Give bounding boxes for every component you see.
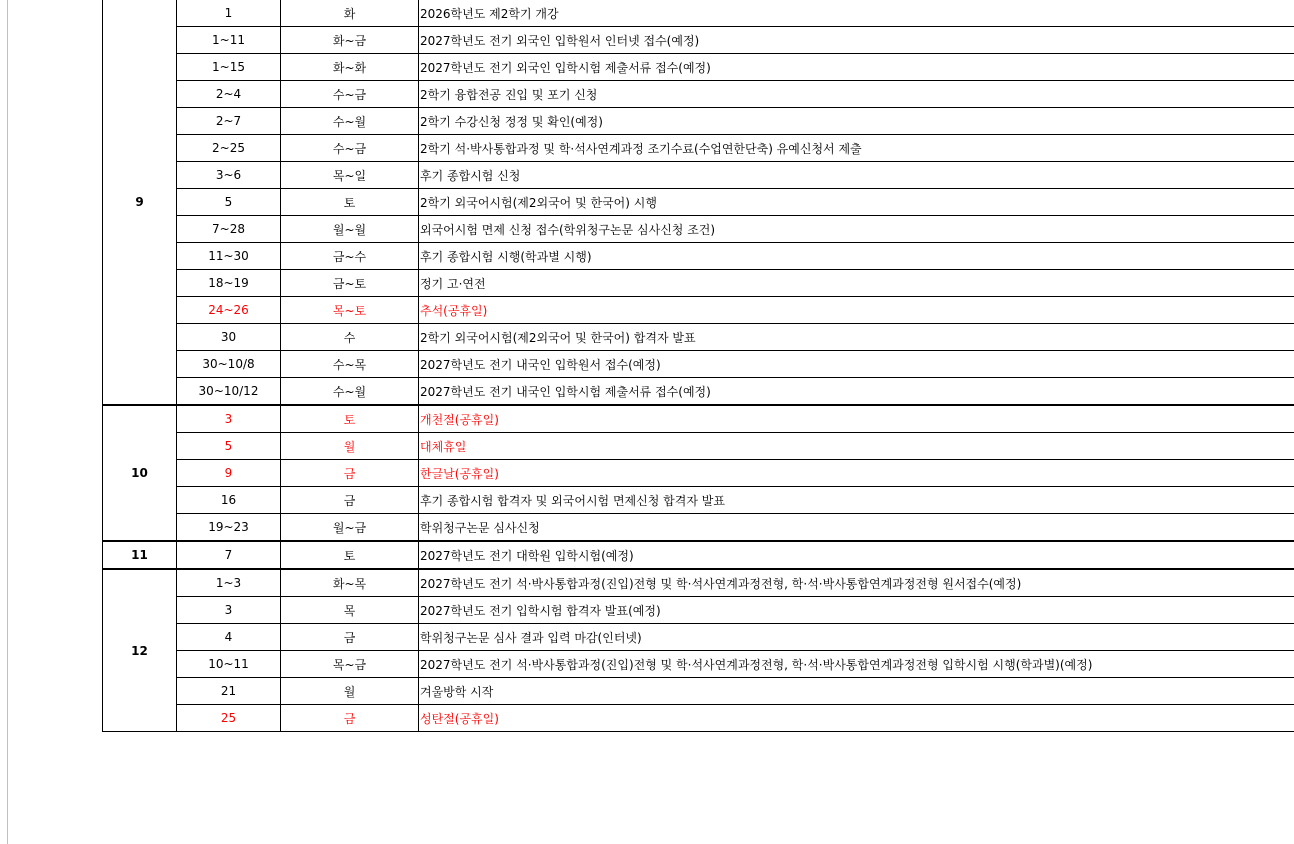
weekday-cell: 금~토 — [281, 270, 419, 297]
month-cell: 11 — [103, 541, 177, 569]
date-cell: 5 — [177, 433, 281, 460]
event-cell: 외국어시험 면제 신청 접수(학위청구논문 심사신청 조건) — [419, 216, 1294, 243]
month-cell: 12 — [103, 569, 177, 732]
weekday-cell: 목~금 — [281, 651, 419, 678]
date-cell: 19~23 — [177, 514, 281, 542]
date-cell: 1~15 — [177, 54, 281, 81]
event-cell: 2027학년도 전기 석·박사통합과정(진입)전형 및 학·석사연계과정전형, 학·석·박사통합연계과정전형 입학시험 시행(학과별)(예정) — [419, 651, 1294, 678]
calendar-row — [103, 216, 1294, 243]
date-cell: 2~4 — [177, 81, 281, 108]
calendar-row — [103, 27, 1294, 54]
event-cell: 2027학년도 전기 대학원 입학시험(예정) — [419, 541, 1294, 569]
weekday-cell: 목 — [281, 597, 419, 624]
calendar-row — [103, 81, 1294, 108]
date-cell: 30~10/8 — [177, 351, 281, 378]
event-cell: 2학기 외국어시험(제2외국어 및 한국어) 시행 — [419, 189, 1294, 216]
calendar-row — [103, 705, 1294, 732]
weekday-cell: 금 — [281, 487, 419, 514]
date-cell: 4 — [177, 624, 281, 651]
event-cell: 2027학년도 전기 입학시험 합격자 발표(예정) — [419, 597, 1294, 624]
event-cell: 성탄절(공휴일) — [419, 705, 1294, 732]
event-cell: 학위청구논문 심사신청 — [419, 514, 1294, 542]
event-cell: 2026학년도 제2학기 개강 — [419, 0, 1294, 27]
calendar-row — [103, 597, 1294, 624]
weekday-cell: 수~목 — [281, 351, 419, 378]
date-cell: 3 — [177, 597, 281, 624]
event-cell: 후기 종합시험 시행(학과별 시행) — [419, 243, 1294, 270]
date-cell: 1~11 — [177, 27, 281, 54]
weekday-cell: 화~금 — [281, 27, 419, 54]
weekday-cell: 월 — [281, 433, 419, 460]
weekday-cell: 금 — [281, 705, 419, 732]
weekday-cell: 수~금 — [281, 135, 419, 162]
weekday-cell: 금 — [281, 624, 419, 651]
weekday-cell: 금~수 — [281, 243, 419, 270]
event-cell: 2027학년도 전기 석·박사통합과정(진입)전형 및 학·석사연계과정전형, 학·석·박사통합연계과정전형 원서접수(예정) — [419, 569, 1294, 597]
weekday-cell: 수 — [281, 324, 419, 351]
calendar-row — [103, 243, 1294, 270]
calendar-row — [103, 270, 1294, 297]
calendar-row — [103, 651, 1294, 678]
date-cell: 24~26 — [177, 297, 281, 324]
event-cell: 개천절(공휴일) — [419, 405, 1294, 433]
date-cell: 7 — [177, 541, 281, 569]
calendar-row — [103, 405, 1294, 433]
date-cell: 1 — [177, 0, 281, 27]
calendar-row — [103, 624, 1294, 651]
weekday-cell: 수~월 — [281, 108, 419, 135]
calendar-row — [103, 514, 1294, 542]
calendar-row — [103, 678, 1294, 705]
date-cell: 11~30 — [177, 243, 281, 270]
weekday-cell: 토 — [281, 541, 419, 569]
calendar-row — [103, 487, 1294, 514]
calendar-row — [103, 297, 1294, 324]
event-cell: 추석(공휴일) — [419, 297, 1294, 324]
calendar-row — [103, 378, 1294, 406]
event-cell: 2027학년도 전기 외국인 입학원서 인터넷 접수(예정) — [419, 27, 1294, 54]
calendar-row — [103, 0, 1294, 27]
event-cell: 2학기 수강신청 정정 및 확인(예정) — [419, 108, 1294, 135]
weekday-cell: 화 — [281, 0, 419, 27]
calendar-row — [103, 189, 1294, 216]
event-cell: 학위청구논문 심사 결과 입력 마감(인터넷) — [419, 624, 1294, 651]
calendar-row — [103, 460, 1294, 487]
weekday-cell: 수~금 — [281, 81, 419, 108]
calendar-row — [103, 162, 1294, 189]
date-cell: 2~7 — [177, 108, 281, 135]
date-cell: 10~11 — [177, 651, 281, 678]
event-cell: 2학기 석·박사통합과정 및 학·석사연계과정 조기수료(수업연한단축) 유예신청서 제출 — [419, 135, 1294, 162]
weekday-cell: 월~금 — [281, 514, 419, 542]
date-cell: 9 — [177, 460, 281, 487]
event-cell: 한글날(공휴일) — [419, 460, 1294, 487]
event-cell: 2학기 외국어시험(제2외국어 및 한국어) 합격자 발표 — [419, 324, 1294, 351]
weekday-cell: 목~토 — [281, 297, 419, 324]
date-cell: 30~10/12 — [177, 378, 281, 406]
calendar-row — [103, 541, 1294, 569]
weekday-cell: 월~월 — [281, 216, 419, 243]
calendar-row — [103, 108, 1294, 135]
date-cell: 30 — [177, 324, 281, 351]
event-cell: 대체휴일 — [419, 433, 1294, 460]
calendar-row — [103, 433, 1294, 460]
event-cell: 2학기 융합전공 진입 및 포기 신청 — [419, 81, 1294, 108]
weekday-cell: 토 — [281, 405, 419, 433]
month-cell: 10 — [103, 405, 177, 541]
weekday-cell: 월 — [281, 678, 419, 705]
date-cell: 7~28 — [177, 216, 281, 243]
academic-calendar-table — [102, 0, 1294, 732]
event-cell: 겨울방학 시작 — [419, 678, 1294, 705]
calendar-row — [103, 135, 1294, 162]
date-cell: 25 — [177, 705, 281, 732]
date-cell: 18~19 — [177, 270, 281, 297]
weekday-cell: 금 — [281, 460, 419, 487]
date-cell: 1~3 — [177, 569, 281, 597]
weekday-cell: 토 — [281, 189, 419, 216]
calendar-row — [103, 569, 1294, 597]
event-cell: 2027학년도 전기 내국인 입학원서 접수(예정) — [419, 351, 1294, 378]
calendar-row — [103, 351, 1294, 378]
event-cell: 2027학년도 전기 외국인 입학시험 제출서류 접수(예정) — [419, 54, 1294, 81]
date-cell: 3 — [177, 405, 281, 433]
date-cell: 5 — [177, 189, 281, 216]
calendar-row — [103, 324, 1294, 351]
weekday-cell: 화~화 — [281, 54, 419, 81]
month-cell: 9 — [103, 0, 177, 405]
weekday-cell: 화~목 — [281, 569, 419, 597]
date-cell: 21 — [177, 678, 281, 705]
weekday-cell: 목~일 — [281, 162, 419, 189]
weekday-cell: 수~월 — [281, 378, 419, 406]
calendar-body — [103, 0, 1294, 732]
event-cell: 후기 종합시험 신청 — [419, 162, 1294, 189]
event-cell: 2027학년도 전기 내국인 입학시험 제출서류 접수(예정) — [419, 378, 1294, 406]
date-cell: 2~25 — [177, 135, 281, 162]
event-cell: 후기 종합시험 합격자 및 외국어시험 면제신청 합격자 발표 — [419, 487, 1294, 514]
date-cell: 16 — [177, 487, 281, 514]
event-cell: 정기 고·연전 — [419, 270, 1294, 297]
calendar-row — [103, 54, 1294, 81]
date-cell: 3~6 — [177, 162, 281, 189]
page-left-border — [7, 0, 8, 844]
